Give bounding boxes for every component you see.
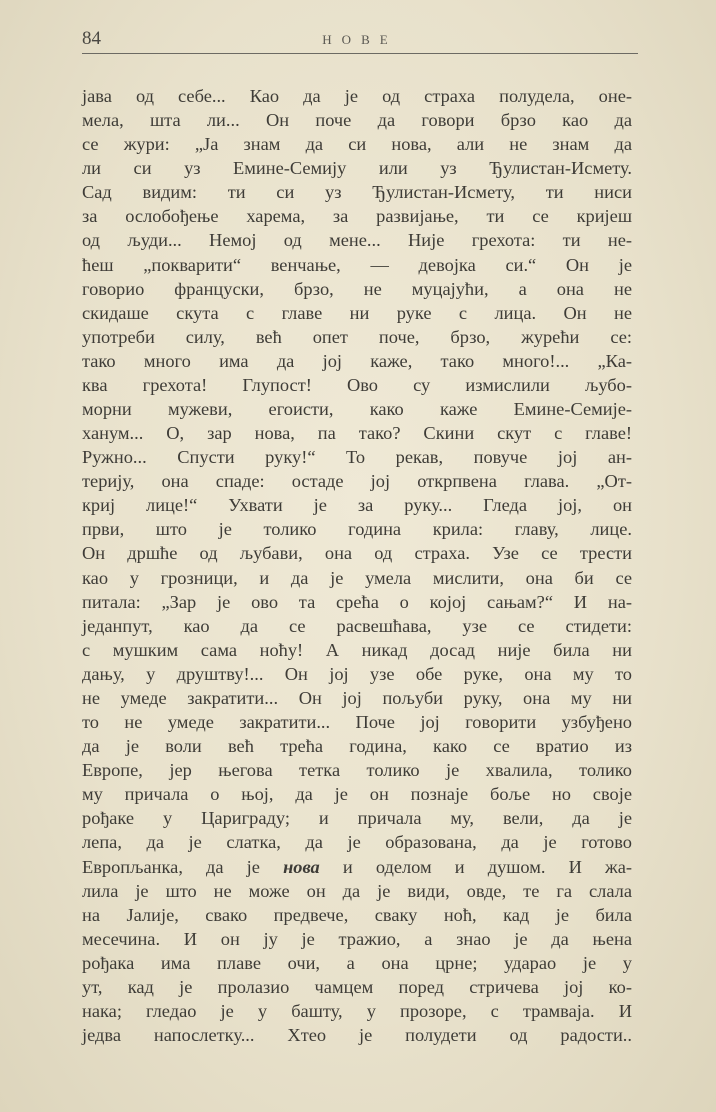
text-line: први, што је толико година крила: главу, лице.	[82, 519, 632, 540]
text-line: говорио француски, брзо, не муцајући, а она не	[82, 278, 632, 299]
text-line: дању, у друштву!... Он јој узе обе руке, она му то	[82, 663, 632, 684]
text-line: једва напослетку... Хтео је полудети од радости..	[82, 1025, 632, 1046]
text-line: да је воли већ трећа година, како се вратио из	[82, 736, 632, 757]
text-line: ханум... О, зар нова, па тако? Скини скут с главе!	[82, 423, 632, 444]
text-line: рођаке у Цариграду; и причала му, вели, да је	[82, 808, 632, 829]
text-line: то не умеде закратити... Поче јој говорити узбуђено	[82, 712, 632, 733]
text-line: за ослобођење харема, за развијање, ти се кријеш	[82, 206, 632, 227]
text-line: терију, она спаде: остаде јој открпвена глава. „От-	[82, 471, 632, 492]
text-line: скидаше скута с главе ни руке с лица. Он не	[82, 302, 632, 323]
text-line: употреби силу, већ опет поче, брзо, журећи се:	[82, 326, 632, 347]
text-line: с мушким сама ноћу! А никад досад није била ни	[82, 639, 632, 660]
text-line: морни мужеви, егоисти, како каже Емине-Семије-	[82, 399, 632, 420]
text-line: лепа, да је слатка, да је образована, да је готово	[82, 832, 632, 853]
emphasized-word: нова	[283, 856, 320, 877]
text-line: јава од себе... Као да је од страха полудела, оне-	[82, 86, 632, 106]
text-line: мела, шта ли... Он поче да говори брзо као да	[82, 110, 632, 131]
text-line: Он дршће од љубави, она од страха. Узе се трести	[82, 543, 632, 564]
text-line: му причала о њој, да је он познаје боље но своје	[82, 784, 632, 805]
text-line: на Јалије, свако предвече, сваку ноћ, кад је била	[82, 904, 632, 925]
text-line: Европе, јер његова тетка толико је хвалила, толико	[82, 760, 632, 781]
text-line: криј лице!“ Ухвати је за руку... Гледа јој, он	[82, 495, 632, 516]
text-line: лила је што не може он да је види, овде, те га слала	[82, 880, 632, 901]
text-line: ут, кад је пролазио чамцем поред стричева јој ко-	[82, 976, 632, 997]
text-line: нака; гледао је у башту, у прозоре, с трамваја. И	[82, 1000, 632, 1021]
text-line: као у грозници, и да је умела мислити, она би се	[82, 567, 632, 588]
text-line: месечина. И он ју је тражио, а знао је да њена	[82, 928, 632, 949]
text-line: од људи... Немој од мене... Није грехота: ти не-	[82, 230, 632, 251]
page-number: 84	[82, 28, 101, 49]
text-line: ква грехота! Глупост! Ово су измислили љубо-	[82, 374, 632, 395]
header-rule	[82, 53, 638, 54]
text-line: не умеде закратити... Он јој пољуби руку, она му ни	[82, 687, 632, 708]
text-line: рођака има плаве очи, а она црне; ударао је у	[82, 952, 632, 973]
text-line: питала: „Зар је ово та срећа о којој сањам?“ И на-	[82, 591, 632, 612]
text-line: једанпут, као да се расвешћава, узе се стидети:	[82, 615, 632, 636]
text-line: Европљанка, да је нова и оделом и душом. И жа-	[82, 856, 633, 877]
running-title: НОВЕ	[322, 32, 398, 47]
text-line: ћеш „покварити“ венчање, — девојка си.“ Он је	[82, 254, 632, 275]
body-text	[82, 84, 632, 1047]
text-line: Сад видим: ти си уз Ђулистан-Исмету, ти ниси	[82, 182, 632, 203]
text-line: Ружно... Спусти руку!“ То рекав, повуче јој ан-	[82, 447, 632, 468]
text-line: тако много има да јој каже, тако много!... „Ка-	[82, 350, 632, 371]
text-line: се жури: „Ја знам да си нова, али не знам да	[82, 134, 632, 155]
text-line: ли си уз Емине-Семију или уз Ђулистан-Исмету.	[82, 158, 632, 179]
page-header	[82, 28, 638, 54]
